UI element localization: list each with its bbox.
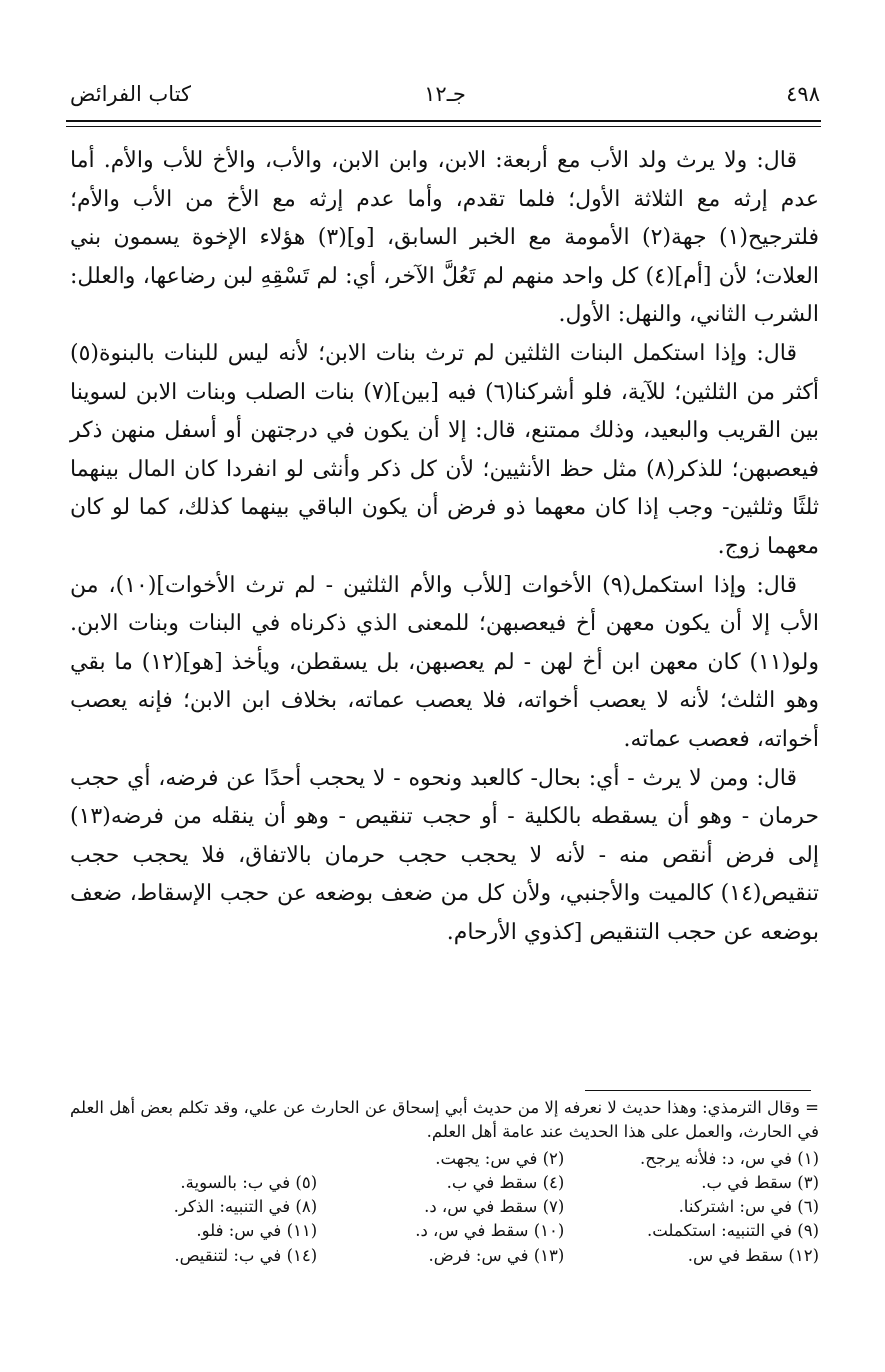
paragraph: قال: ومن لا يرث - أي: بحال- كالعبد ونحوه - لا يحجب أحدًا عن فرضه، أي حجب حرمان - وهو أن يسقطه بالكلية - أو حجب تنقيص - وهو أن ينقله من فرضه(١٣) إلى فرض أنقص منه - لأنه لا يحجب حجب حرمان بالاتفاق، فلا يحجب حجب تنقيص(١٤) كالميت والأجنبي، ولأن كل من ضعف بوضعه عن حجب الإسقاط، ضعف بوضعه عن حجب التنقيص [كذوي الأرحام. [70,765,819,945]
footnote-rule [585,1090,811,1091]
footnote-item: (٨) في التنبيه: الذكر. [173,1197,318,1217]
footnote-item: (١١) في س: فلو. [196,1221,318,1241]
paragraph: قال: ولا يرث ولد الأب مع أربعة: الابن، وابن الابن، والأب، والأخ للأب والأم. أما عدم إرثه مع الثلاثة الأول؛ فلما تقدم، وأما عدم إرثه مع الأخ من الأب والأم؛ فلترجيح(١) جهة(٢) الأمومة مع الخبر السابق، [و](٣) هؤلاء الإخوة يسمون بني العلات؛ لأن [أم](٤) كل واحد منهم لم تَعُلَّ الآخر، أي: لم تَسْقِهِ لبن رضاعها، والعلل: الشرب الثاني، والنهل: الأول. [70,148,820,328]
footnote-item: (٩) في التنبيه: استكملت. [646,1221,819,1241]
footnote-item: (٢) في س: يجهت. [435,1148,565,1168]
footnote-item: (٤) سقط في ب. [446,1172,565,1192]
volume-label: جـ١٢ [424,82,466,106]
running-header [70,82,820,116]
footnote-item: (٥) في ب: بالسوية. [180,1172,318,1192]
footnote-item: (١٣) في س: فرض. [428,1245,565,1265]
paragraph: قال: وإذا استكمل(٩) الأخوات [للأب والأم الثلثين - لم ترث الأخوات](١٠)، من الأب إلا أن يكون معهن أخ فيعصبهن؛ للمعنى الذي ذكرناه في البنات وبنات الابن. ولو(١١) كان معهن ابن أخ لهن - لم يعصبهن، بل يسقطن، ويأخذ [هو](١٢) ما بقي وهو الثلث؛ لأنه لا يعصب أخواته، فلا يعصب عماته، بخلاف ابن الابن؛ فإنه يعصب أخواته، فعصب عماته. [70,572,819,752]
main-text [70,142,819,952]
footnote-item: (١٠) سقط في س، د. [415,1221,565,1241]
footnote-continuation: = وقال الترمذي: وهذا حديث لا نعرفه إلا من حديث أبي إسحاق عن الحارث عن علي، وقد تكلم بعض أهل العلم في الحارث، والعمل على هذا الحديث عند عامة أهل العلم. [70,1098,819,1142]
footnote-item [70,1147,317,1171]
footnote-item: (٦) في س: اشتركنا. [678,1197,819,1217]
footnote-list [70,1147,819,1268]
footnote-item: (١) في س، د: فلأنه يرجح. [640,1148,819,1168]
paragraph: قال: وإذا استكمل البنات الثلثين لم ترث بنات الابن؛ لأنه ليس للبنات بالبنوة(٥) أكثر من الثلثين؛ للآية، فلو أشركنا(٦) فيه [بين](٧) بنات الصلب وبنات الابن لسوينا بين القريب والبعيد، وذلك ممتنع، قال: إلا أن يكون في درجتهن أو أسفل منهن ذكر فيعصبهن؛ للذكر(٨) مثل حظ الأنثيين؛ لأن كل ذكر وأنثى لو انفردا كان المال بينهما ثلثًا وثلثين- وجب إذا كان معهما ذو فرض أن يكون الباقي بينهما كذلك، كما لو كان معهما زوج. [70,340,819,559]
footnote-item: (١٢) سقط في س. [687,1245,819,1265]
book-title: كتاب الفرائض [70,82,192,106]
header-rule [66,120,821,127]
footnotes [70,1096,819,1268]
footnote-item: (٧) سقط في س، د. [424,1197,565,1217]
footnote-item: (٣) سقط في ب. [701,1172,819,1192]
footnote-item: (١٤) في ب: لتنقيص. [174,1245,318,1265]
page-number: ٤٩٨ [786,82,820,106]
